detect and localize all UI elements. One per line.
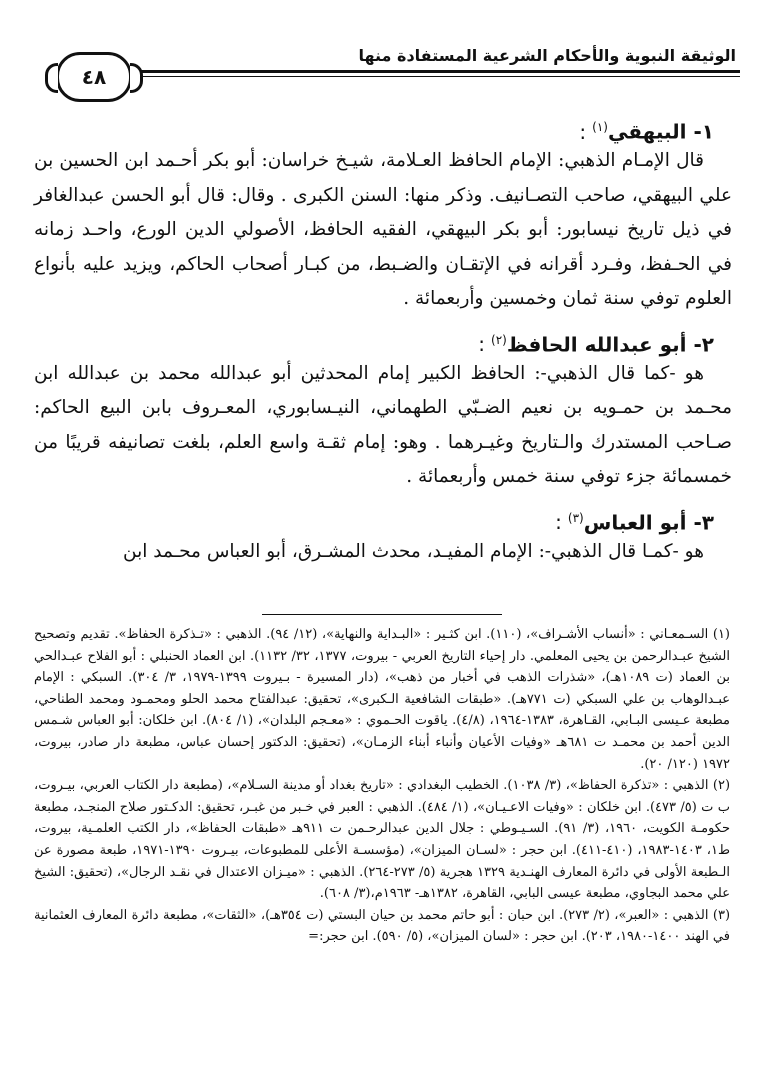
footnotes [34, 624, 730, 948]
footnote-2: (٢) الذهبي : «تذكرة الحفاظ»، (٣/ ١٠٣٨). الخطيب البغدادي : «تاريخ بغداد أو مدينة السـلام»، (مطبعة دار الكتاب العربي، بيـروت، ب ت (٥/ ٤٧٣). ابن خلكان : «وفيات الاعـيـان»، (١/ ٤٨٤). الذهبي : العبر في خـبر من غبـر، تحقيق: الدكـتور صلاح المنجـد، مطبعة حكومـة الكويت، ١٩٦٠، (٣/ ٩١). السـيـوطي : جلال الدين عبدالرحـمن ت ٩١١هـ «طبقات الحفاظ»، دار الكتب العلمـية، بيروت، ط١، ١٤٠٣-١٩٨٣، (٤١٠-٤١١). ابن حجر : «لسـان الميزان»، (مؤسسـة الأعلى للمطبوعات، بيـروت ١٣٩٠-١٩٧١، طبعة مصورة عن الـطبعة الأولى في دائرة المعارف الهنـدية ١٣٢٩ هجرية (٥/ ٢٧٣-٢٦٤). الذهبي : «ميـزان الاعتدال في نقـد الرجال»، (تحقيق: الشيخ علي محمد البجاوي، مطبعة عيسى البابي، القاهرة، ١٣٨٢هـ- ١٩٦٣م،(٣/ ٦٠٨). [34, 778, 731, 902]
footnote-ref: (٢) [491, 332, 507, 347]
section-title: ١- البيهقي [607, 119, 714, 144]
section-title: ٢- أبو عبدالله الحافظ [506, 332, 714, 357]
footnote-3: (٣) الذهبي : «العبر»، (٢/ ٢٧٣). ابن حبان : أبو حاتم محمد بن حيان البستي (ت ٣٥٤هـ)، «الثقات»، مطبعة دائرة المعارف العثمانية في الهند ١٤٠٠-١٩٨٠، ٢٠٣). ابن حجر : «لسان الميزان»، (٥/ ٥٩٠). ابن حجر:= [34, 907, 731, 945]
section-paragraph [34, 535, 732, 570]
page-number-badge [56, 52, 132, 102]
footnote-1: (١) السـمعـاني : «أنساب الأشـراف»، (١١٠). ابن كثـير : «البـداية والنهاية»، (١٢/ ٩٤). الذهبي : «تـذكرة الحفاظ». تقديم وتصحيح الشيخ عبـدالرحمن بن يحيى المعلمي. دار إحياء التاريخ العربي - بيروت، ١٣٧٧، ٣٢/ ١١٣٢). ابن العماد الحنبلي : أبو الفلاح عبـدالحي بن العماد (ت ١٠٨٩هـ)، «شذرات الذهب في أخبار من ذهب»، (دار المسيرة - بـيروت ١٣٩٩-١٩٧٩، ٣/ ٣٠٤). السبكي : الإمام عبـدالوهاب بن علي السبكي (ت ٧٧١هـ). «طبقات الشافعية الـكبرى»، تحقيق: عبدالفتاح محمد الحلو ومحمـود ومحمد الطناحي، مطبعة عـيسى البـابي، القـاهرة، ١٣٨٣-١٩٦٤، (٤/٨). ياقوت الحـموي : «معـجم البلدان»، (١/ ٨٠٤). ابن خلكان: أبو العباس شـمس الدين أحمد بن محمـد ت ٦٨١هـ «وفيات الأعيان وأنباء أبناء الزمـان»، (تحقيق: الدكتور إحسان عباس، مطبعة دار صادر، بيروت، ١٩٧٢ (١٢٠/ ٢٠). [34, 627, 731, 772]
section-heading-hakim [34, 323, 714, 357]
paragraph-text: هو -كمـا قال الذهبي-: الإمام المفيـد، محدث المشـرق، أبو العباس محـمد ابن [123, 540, 704, 562]
running-header-title: الوثيقة النبوية والأحكام الشرعية المستفادة منها [358, 46, 736, 65]
footnote-separator [262, 614, 502, 615]
section-paragraph [34, 357, 732, 495]
paragraph-text: هو -كما قال الذهبي-: الحافظ الكبير إمام المحدثين أبو عبدالله محمد بن عبدالله ابن محـمد بن حمـويه بن نعيم الضـبّي الطهماني، النيـسابوري، المعـروف بابن البيع الحاكم: صـاحب المستدرك والـتاريخ وغيـرهما . وهو: إمام ثقـة واسع العلم، بلغت تصانيفه قريبًا من خمسمائة جزء توفي سنة خمس وأربعمائة . [34, 362, 732, 487]
heading-colon: : [579, 119, 587, 144]
main-text [34, 110, 732, 575]
heading-colon: : [478, 332, 486, 357]
heading-colon: : [555, 510, 562, 535]
page-number: ٤٨ [81, 65, 107, 89]
section-paragraph [34, 144, 732, 317]
paragraph-text: قال الإمـام الذهبي: الإمام الحافظ العـلامة، شيـخ خراسان: أبو بكر أحـمد ابن الحسين بن علي البيهقي، صاحب التصـانيف. وذكر منها: السنن الكبرى . وقال: قال أبو الحسن عبدالغافر في ذيل تاريخ نيسابور: أبو بكر البيهقي، الفقيه الحافظ، الأصولي الدين الورع، واحـد زمانه في الحـفظ، وفـرد أقرانه في الإتقـان والضـبط، من كبـار أصحاب الحاكم، ويزيد عليه بأنواع العلوم توفي سنة ثمان وخمسين وأربعمائة . [34, 150, 732, 309]
footnote-ref: (٣) [567, 510, 584, 525]
header-rule [110, 70, 740, 77]
section-heading-bayhaqi [34, 110, 714, 144]
section-heading-abul-abbas [34, 501, 714, 535]
footnote-ref: (١) [592, 120, 608, 134]
section-title: ٣- أبو العباس [583, 510, 714, 535]
